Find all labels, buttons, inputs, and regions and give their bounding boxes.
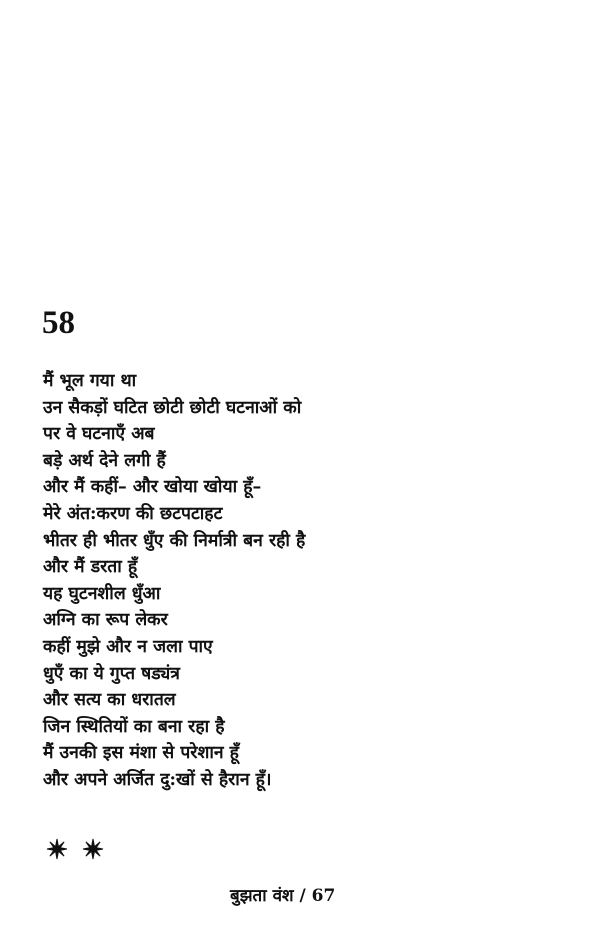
poem-line: यह घुटनशील धुँआ	[43, 583, 161, 604]
poem-line: और मैं कहीं– और खोया खोया हूँ–	[43, 477, 262, 498]
poem-body	[43, 368, 305, 794]
poem-line: धुएँ का ये गुप्त षड्यंत्र	[43, 663, 180, 684]
poem-line: उन सैकड़ों घटित छोटी छोटी घटनाओं को	[43, 397, 302, 418]
poem-line: और अपने अर्जित दु:खों से हैरान हूँ।	[43, 769, 272, 790]
footer-separator: /	[293, 886, 312, 906]
poem-line: और सत्य का धरातल	[43, 690, 176, 711]
page-number: 67	[311, 886, 336, 906]
poem-line: मेरे अंत:करण की छटपटाहट	[43, 503, 223, 524]
poem-line: बड़े अर्थ देने लगी हैं	[43, 450, 166, 471]
poem-line: मैं भूल गया था	[43, 371, 137, 391]
section-end-ornaments	[46, 838, 104, 860]
book-title: बुझता वंश	[230, 886, 294, 906]
poem-line: पर वे घटनाएँ अब	[43, 424, 155, 445]
poem-line: कहीं मुझे और न जला पाए	[43, 636, 213, 657]
flower-ornament-icon	[82, 838, 104, 860]
poem-line: जिन स्थितियों का बना रहा है	[43, 716, 225, 737]
poem-number: 58	[42, 305, 75, 341]
poem-line: और मैं डरता हूँ	[43, 557, 138, 578]
poem-line: भीतर ही भीतर धुँए की निर्मात्री बन रही है	[43, 530, 306, 551]
poem-line: अग्नि का रूप लेकर	[43, 610, 168, 631]
page-footer	[230, 885, 335, 907]
flower-ornament-icon	[46, 838, 68, 860]
poem-line: मैं उनकी इस मंशा से परेशान हूँ	[43, 743, 239, 764]
